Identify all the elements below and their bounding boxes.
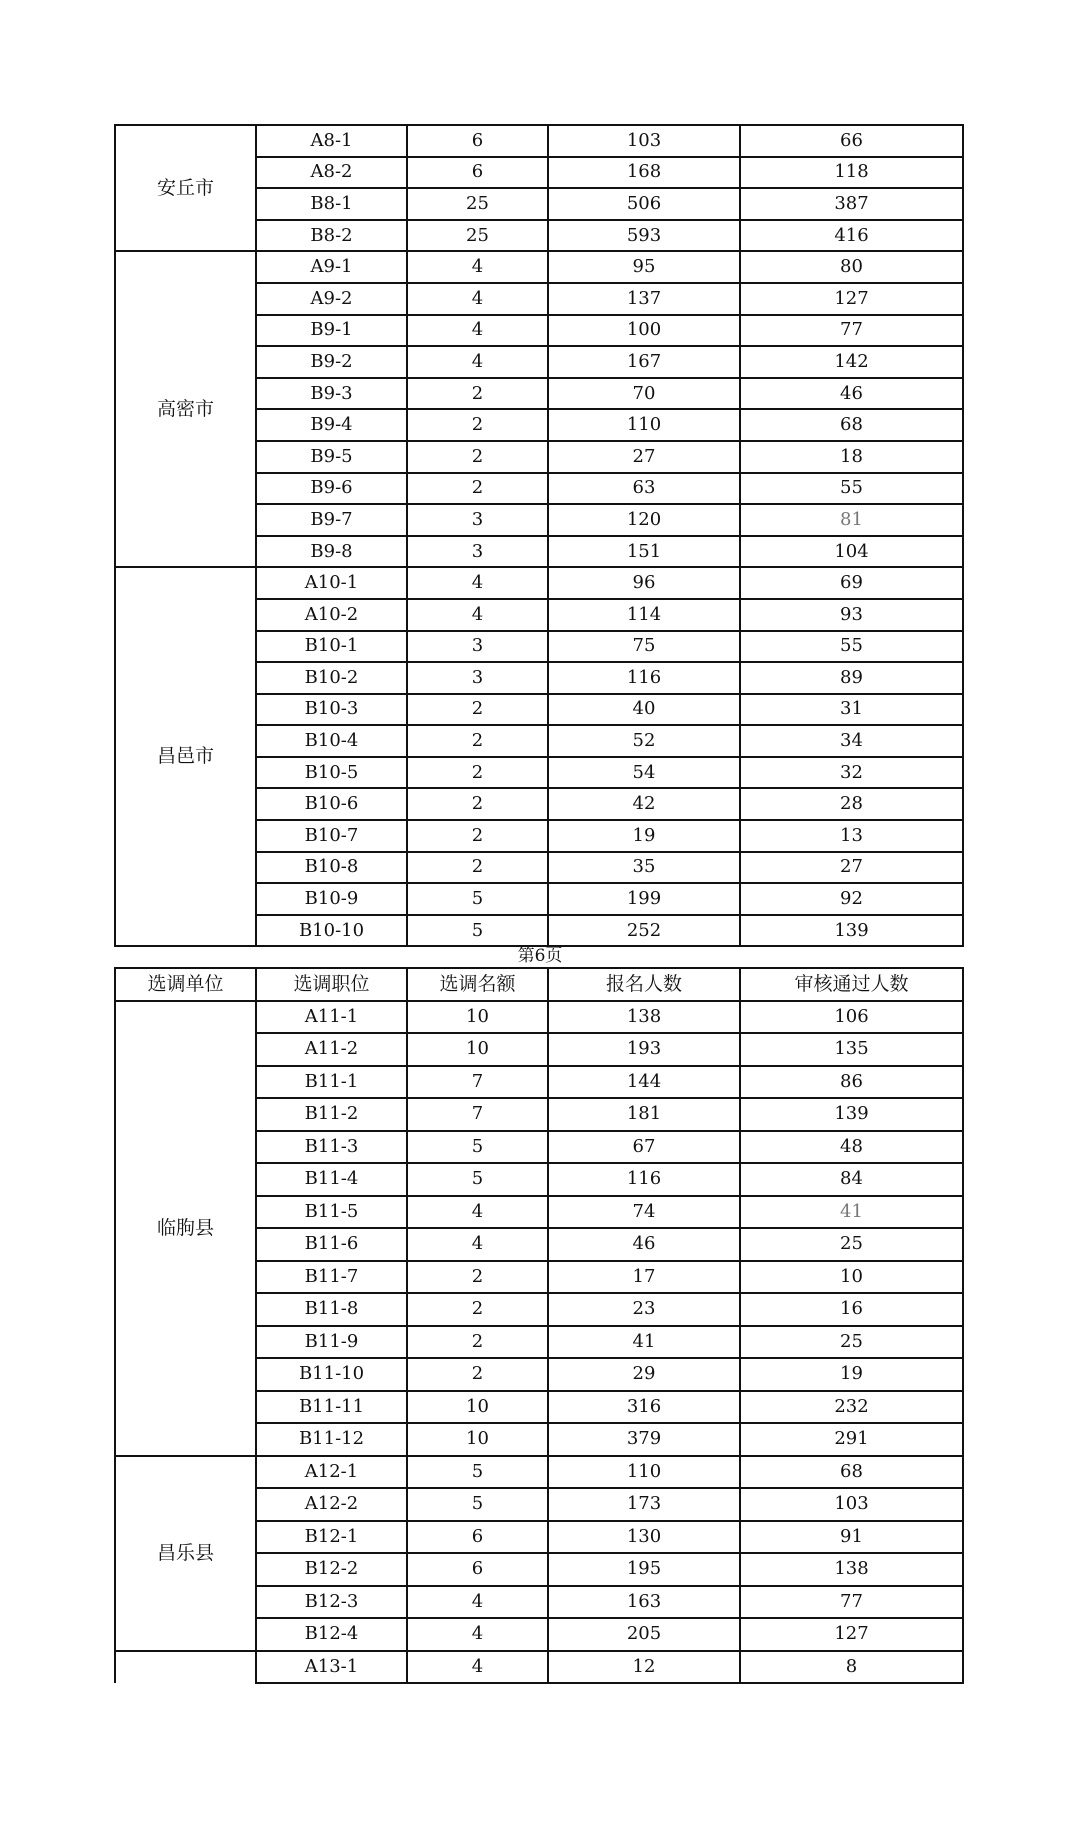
cell-applied: 19 <box>548 820 740 852</box>
cell-quota: 4 <box>407 283 548 315</box>
cell-applied: 27 <box>548 441 740 473</box>
cell-approved: 291 <box>740 1423 963 1456</box>
cell-approved: 106 <box>740 1001 963 1034</box>
cell-position: B9-6 <box>256 473 407 505</box>
page-number-label: 第6页 <box>517 946 563 966</box>
cell-position: A13-1 <box>256 1651 407 1684</box>
cell-quota: 4 <box>407 1618 548 1651</box>
cell-position: B11-3 <box>256 1131 407 1164</box>
cell-approved: 142 <box>740 346 963 378</box>
cell-applied: 506 <box>548 188 740 220</box>
cell-quota: 5 <box>407 915 548 947</box>
cell-position: B11-4 <box>256 1163 407 1196</box>
cell-applied: 168 <box>548 157 740 189</box>
cell-applied: 100 <box>548 315 740 347</box>
cell-applied: 252 <box>548 915 740 947</box>
cell-quota: 5 <box>407 1456 548 1489</box>
cell-approved: 104 <box>740 536 963 568</box>
cell-unit: 安丘市 <box>115 125 256 251</box>
cell-applied: 130 <box>548 1521 740 1554</box>
cell-position: B12-3 <box>256 1586 407 1619</box>
cell-quota: 7 <box>407 1066 548 1099</box>
cell-quota: 4 <box>407 1228 548 1261</box>
cell-approved: 32 <box>740 757 963 789</box>
cell-unit: 高密市 <box>115 251 256 567</box>
cell-quota: 5 <box>407 1163 548 1196</box>
cell-quota: 3 <box>407 536 548 568</box>
cell-unit: 昌邑市 <box>115 567 256 946</box>
cell-approved: 68 <box>740 409 963 441</box>
table-row <box>115 1456 963 1489</box>
cell-quota: 3 <box>407 631 548 663</box>
cell-position: A11-2 <box>256 1033 407 1066</box>
cell-quota: 2 <box>407 378 548 410</box>
cell-approved: 68 <box>740 1456 963 1489</box>
cell-applied: 593 <box>548 220 740 252</box>
table-row <box>115 567 963 599</box>
table-page-next <box>114 967 964 1684</box>
cell-quota: 2 <box>407 788 548 820</box>
cell-position: B12-4 <box>256 1618 407 1651</box>
table-body-next <box>115 968 963 1683</box>
cell-unit: 昌乐县 <box>115 1456 256 1651</box>
cell-applied: 110 <box>548 409 740 441</box>
cell-quota: 5 <box>407 1488 548 1521</box>
cell-position: B11-2 <box>256 1098 407 1131</box>
cell-applied: 17 <box>548 1261 740 1294</box>
cell-position: A10-1 <box>256 567 407 599</box>
cell-position: B10-6 <box>256 788 407 820</box>
cell-applied: 116 <box>548 1163 740 1196</box>
cell-applied: 63 <box>548 473 740 505</box>
cell-position: B9-8 <box>256 536 407 568</box>
table-row <box>115 251 963 283</box>
cell-position: B12-1 <box>256 1521 407 1554</box>
cell-approved: 55 <box>740 631 963 663</box>
cell-applied: 199 <box>548 883 740 915</box>
header-quota: 选调名额 <box>407 968 548 1001</box>
cell-quota: 6 <box>407 1521 548 1554</box>
cell-quota: 2 <box>407 694 548 726</box>
cell-applied: 167 <box>548 346 740 378</box>
cell-approved: 138 <box>740 1553 963 1586</box>
cell-unit: 临朐县 <box>115 1001 256 1456</box>
cell-approved: 93 <box>740 599 963 631</box>
cell-position: B8-1 <box>256 188 407 220</box>
cell-position: B9-5 <box>256 441 407 473</box>
cell-position: B9-4 <box>256 409 407 441</box>
header-position: 选调职位 <box>256 968 407 1001</box>
cell-position: B11-12 <box>256 1423 407 1456</box>
cell-position: A8-2 <box>256 157 407 189</box>
cell-applied: 35 <box>548 852 740 884</box>
cell-applied: 138 <box>548 1001 740 1034</box>
cell-applied: 110 <box>548 1456 740 1489</box>
cell-position: B10-5 <box>256 757 407 789</box>
cell-quota: 10 <box>407 1391 548 1424</box>
cell-quota: 6 <box>407 157 548 189</box>
cell-applied: 54 <box>548 757 740 789</box>
cell-quota: 25 <box>407 188 548 220</box>
cell-applied: 205 <box>548 1618 740 1651</box>
cell-quota: 4 <box>407 1196 548 1229</box>
cell-approved: 416 <box>740 220 963 252</box>
cell-quota: 4 <box>407 346 548 378</box>
cell-approved: 86 <box>740 1066 963 1099</box>
cell-approved: 127 <box>740 283 963 315</box>
cell-approved: 55 <box>740 473 963 505</box>
cell-applied: 379 <box>548 1423 740 1456</box>
cell-applied: 163 <box>548 1586 740 1619</box>
cell-applied: 103 <box>548 125 740 157</box>
cell-approved: 46 <box>740 378 963 410</box>
cell-quota: 4 <box>407 251 548 283</box>
cell-position: B11-7 <box>256 1261 407 1294</box>
cell-position: A9-2 <box>256 283 407 315</box>
cell-approved: 81 <box>740 504 963 536</box>
cell-quota: 4 <box>407 599 548 631</box>
header-approved: 审核通过人数 <box>740 968 963 1001</box>
cell-quota: 5 <box>407 883 548 915</box>
cell-position: B11-9 <box>256 1326 407 1359</box>
cell-quota: 5 <box>407 1131 548 1164</box>
cell-applied: 193 <box>548 1033 740 1066</box>
cell-position: B11-5 <box>256 1196 407 1229</box>
cell-position: B9-1 <box>256 315 407 347</box>
table-row <box>115 1001 963 1034</box>
cell-approved: 10 <box>740 1261 963 1294</box>
cell-position: B11-8 <box>256 1293 407 1326</box>
cell-applied: 41 <box>548 1326 740 1359</box>
cell-quota: 3 <box>407 662 548 694</box>
cell-position: A12-1 <box>256 1456 407 1489</box>
cell-approved: 31 <box>740 694 963 726</box>
cell-position: B11-11 <box>256 1391 407 1424</box>
cell-approved: 139 <box>740 915 963 947</box>
cell-position: B10-2 <box>256 662 407 694</box>
cell-position: B8-2 <box>256 220 407 252</box>
cell-approved: 19 <box>740 1358 963 1391</box>
cell-position: B11-10 <box>256 1358 407 1391</box>
cell-applied: 114 <box>548 599 740 631</box>
cell-position: B10-7 <box>256 820 407 852</box>
cell-applied: 52 <box>548 725 740 757</box>
cell-position: B10-8 <box>256 852 407 884</box>
cell-quota: 2 <box>407 757 548 789</box>
header-applied: 报名人数 <box>548 968 740 1001</box>
cell-approved: 92 <box>740 883 963 915</box>
cell-quota: 2 <box>407 820 548 852</box>
header-unit: 选调单位 <box>115 968 256 1001</box>
cell-position: B12-2 <box>256 1553 407 1586</box>
cell-quota: 4 <box>407 567 548 599</box>
table-body-top <box>115 125 963 946</box>
table-page-top <box>114 124 964 947</box>
cell-applied: 144 <box>548 1066 740 1099</box>
cell-approved: 13 <box>740 820 963 852</box>
cell-applied: 40 <box>548 694 740 726</box>
cell-applied: 195 <box>548 1553 740 1586</box>
table-header-row <box>115 968 963 1001</box>
cell-quota: 2 <box>407 1358 548 1391</box>
cell-quota: 4 <box>407 1651 548 1684</box>
cell-approved: 18 <box>740 441 963 473</box>
cell-position: A12-2 <box>256 1488 407 1521</box>
cell-approved: 16 <box>740 1293 963 1326</box>
cell-applied: 46 <box>548 1228 740 1261</box>
cell-position: A10-2 <box>256 599 407 631</box>
cell-applied: 23 <box>548 1293 740 1326</box>
cell-applied: 316 <box>548 1391 740 1424</box>
cell-position: B9-2 <box>256 346 407 378</box>
cell-applied: 120 <box>548 504 740 536</box>
cell-approved: 118 <box>740 157 963 189</box>
cell-quota: 7 <box>407 1098 548 1131</box>
cell-applied: 67 <box>548 1131 740 1164</box>
cell-approved: 89 <box>740 662 963 694</box>
cell-approved: 48 <box>740 1131 963 1164</box>
cell-applied: 96 <box>548 567 740 599</box>
cell-approved: 103 <box>740 1488 963 1521</box>
cell-approved: 135 <box>740 1033 963 1066</box>
cell-approved: 91 <box>740 1521 963 1554</box>
cell-quota: 10 <box>407 1033 548 1066</box>
cell-approved: 25 <box>740 1228 963 1261</box>
cell-quota: 25 <box>407 220 548 252</box>
cell-quota: 2 <box>407 1293 548 1326</box>
cell-quota: 4 <box>407 315 548 347</box>
cell-approved: 232 <box>740 1391 963 1424</box>
cell-position: B10-3 <box>256 694 407 726</box>
cell-quota: 2 <box>407 409 548 441</box>
cell-approved: 41 <box>740 1196 963 1229</box>
cell-approved: 25 <box>740 1326 963 1359</box>
table-row <box>115 1651 963 1684</box>
cell-position: B11-6 <box>256 1228 407 1261</box>
cell-quota: 2 <box>407 473 548 505</box>
cell-approved: 77 <box>740 315 963 347</box>
cell-approved: 34 <box>740 725 963 757</box>
cell-position: A11-1 <box>256 1001 407 1034</box>
cell-approved: 27 <box>740 852 963 884</box>
cell-approved: 387 <box>740 188 963 220</box>
cell-position: A9-1 <box>256 251 407 283</box>
cell-quota: 2 <box>407 725 548 757</box>
cell-position: B10-9 <box>256 883 407 915</box>
cell-approved: 139 <box>740 1098 963 1131</box>
cell-applied: 75 <box>548 631 740 663</box>
cell-unit <box>115 1651 256 1684</box>
cell-position: B11-1 <box>256 1066 407 1099</box>
cell-quota: 10 <box>407 1001 548 1034</box>
cell-quota: 10 <box>407 1423 548 1456</box>
cell-applied: 137 <box>548 283 740 315</box>
table-row <box>115 125 963 157</box>
cell-approved: 127 <box>740 1618 963 1651</box>
cell-quota: 2 <box>407 1261 548 1294</box>
cell-position: A8-1 <box>256 125 407 157</box>
cell-position: B9-3 <box>256 378 407 410</box>
cell-quota: 6 <box>407 1553 548 1586</box>
cell-quota: 2 <box>407 1326 548 1359</box>
cell-quota: 6 <box>407 125 548 157</box>
cell-applied: 116 <box>548 662 740 694</box>
cell-applied: 151 <box>548 536 740 568</box>
cell-applied: 42 <box>548 788 740 820</box>
cell-quota: 4 <box>407 1586 548 1619</box>
cell-applied: 70 <box>548 378 740 410</box>
cell-applied: 173 <box>548 1488 740 1521</box>
cell-approved: 77 <box>740 1586 963 1619</box>
cell-approved: 8 <box>740 1651 963 1684</box>
cell-position: B10-4 <box>256 725 407 757</box>
cell-applied: 95 <box>548 251 740 283</box>
cell-approved: 69 <box>740 567 963 599</box>
cell-approved: 80 <box>740 251 963 283</box>
cell-position: B10-10 <box>256 915 407 947</box>
cell-approved: 28 <box>740 788 963 820</box>
cell-quota: 2 <box>407 441 548 473</box>
cell-quota: 3 <box>407 504 548 536</box>
cell-approved: 66 <box>740 125 963 157</box>
cell-approved: 84 <box>740 1163 963 1196</box>
cell-position: B9-7 <box>256 504 407 536</box>
cell-applied: 29 <box>548 1358 740 1391</box>
cell-applied: 74 <box>548 1196 740 1229</box>
cell-applied: 12 <box>548 1651 740 1684</box>
cell-quota: 2 <box>407 852 548 884</box>
cell-applied: 181 <box>548 1098 740 1131</box>
cell-position: B10-1 <box>256 631 407 663</box>
